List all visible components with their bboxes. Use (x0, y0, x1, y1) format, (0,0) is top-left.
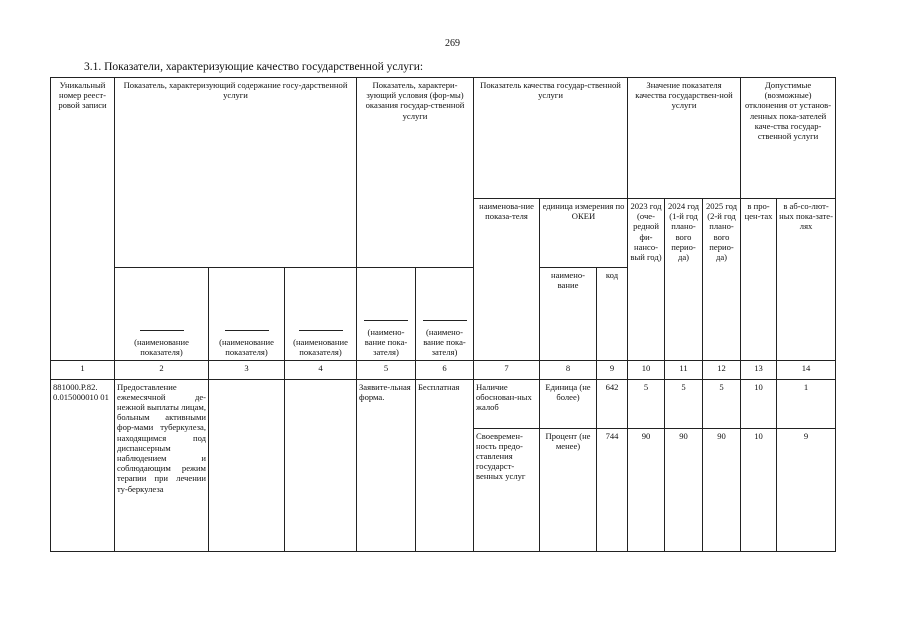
table-row (51, 379, 836, 428)
header-okei-name: наимено-вание (540, 267, 597, 360)
content-col4-cell (285, 379, 357, 551)
column-number: 2 (115, 360, 209, 379)
column-number-row (51, 360, 836, 379)
deviation-percent-cell: 10 (741, 379, 777, 428)
header-okei-code: код (597, 267, 628, 360)
header-conditions-indicator: Показатель, характери-зующий условия (фор-мы) оказания государ-ственной услуги (357, 78, 474, 199)
header-year-2024: 2024 год (1-й год плано-вого перио-да) (665, 199, 703, 361)
value-2025-cell: 90 (703, 428, 741, 551)
column-number: 5 (357, 360, 416, 379)
column-number: 3 (209, 360, 285, 379)
column-number: 1 (51, 360, 115, 379)
column-number: 14 (777, 360, 836, 379)
header-allowed-deviation: Допустимые (возможные) отклонения от установ-ленных пока-зателей каче-ства государ-ственной услуги (741, 78, 836, 199)
quality-indicators-table (50, 77, 836, 552)
condition-payment-cell: Бесплатная (416, 379, 474, 551)
subheader-col4: (наименование показателя) (285, 267, 357, 360)
content-header-spacer (115, 199, 357, 268)
header-deviation-absolute: в аб-со-лют-ных пока-зате-лях (777, 199, 836, 361)
condition-form-cell: Заявите-льная форма. (357, 379, 416, 551)
subheader-col5: (наимено-вание пока-зателя) (357, 267, 416, 360)
column-number: 9 (597, 360, 628, 379)
section-heading: 3.1. Показатели, характеризующие качество государственной услуги: (84, 61, 424, 73)
header-year-2023: 2023 год (оче-редной фи-нансо-вый год) (628, 199, 665, 361)
registry-number-cell: 881000.Р.82. 0.015000010 01 (51, 379, 115, 551)
column-number: 11 (665, 360, 703, 379)
column-number: 12 (703, 360, 741, 379)
header-okei-unit: единица измерения по ОКЕИ (540, 199, 628, 268)
code-cell: 744 (597, 428, 628, 551)
deviation-absolute-cell: 1 (777, 379, 836, 428)
value-2023-cell: 5 (628, 379, 665, 428)
column-number: 10 (628, 360, 665, 379)
column-number: 8 (540, 360, 597, 379)
page-number: 269 (445, 38, 460, 49)
header-indicator-value: Значение показателя качества государствен-ной услуги (628, 78, 741, 199)
content-col3-cell (209, 379, 285, 551)
code-cell: 642 (597, 379, 628, 428)
deviation-percent-cell: 10 (741, 428, 777, 551)
value-2023-cell: 90 (628, 428, 665, 551)
header-deviation-percent: в про-цен-тах (741, 199, 777, 361)
unit-cell: Процент (не менее) (540, 428, 597, 551)
indicator-name-cell: Своевремен-ность предо-ставления государст-венных услуг (474, 428, 540, 551)
column-number: 13 (741, 360, 777, 379)
service-content-cell: Предоставление ежемесячной де-нежной выплаты лицам, больным активными фор-мами туберкулеза, находящимся под диспансерным наблюдением и соблюдающим режим терапии при лечении ту-беркулеза (115, 379, 209, 551)
subheader-col6: (наимено-вание пока-зателя) (416, 267, 474, 360)
value-2024-cell: 5 (665, 379, 703, 428)
header-year-2025: 2025 год (2-й год плано-вого перио-да) (703, 199, 741, 361)
header-quality-indicator: Показатель качества государ-ственной услуги (474, 78, 628, 199)
column-number: 4 (285, 360, 357, 379)
indicator-name-cell: Наличие обоснован-ных жалоб (474, 379, 540, 428)
subheader-col3: (наименование показателя) (209, 267, 285, 360)
header-indicator-name: наименова-ние показа-теля (474, 199, 540, 361)
column-number: 6 (416, 360, 474, 379)
header-registry-number: Уникальный номер реест-ровой записи (51, 78, 115, 361)
header-content-indicator: Показатель, характеризующий содержание госу-дарственной услуги (115, 78, 357, 199)
conditions-header-spacer (357, 199, 474, 268)
column-number: 7 (474, 360, 540, 379)
value-2024-cell: 90 (665, 428, 703, 551)
unit-cell: Единица (не более) (540, 379, 597, 428)
deviation-absolute-cell: 9 (777, 428, 836, 551)
subheader-col2: (наименование показателя) (115, 267, 209, 360)
value-2025-cell: 5 (703, 379, 741, 428)
